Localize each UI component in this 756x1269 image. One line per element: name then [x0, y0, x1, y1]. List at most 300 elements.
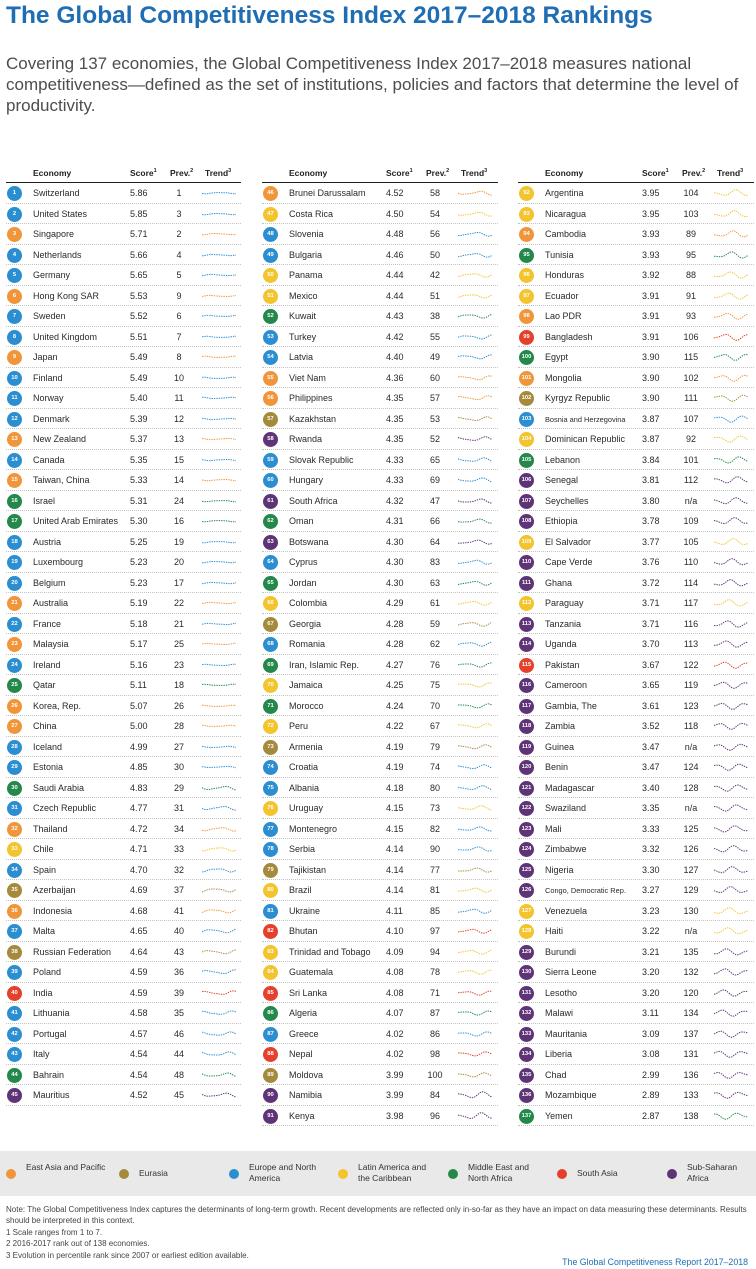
table-header [262, 165, 498, 182]
score-value: 3.35 [642, 803, 660, 813]
prev-rank: 102 [683, 372, 699, 383]
score-value: 4.09 [386, 946, 404, 957]
trend-sparkline [458, 822, 494, 836]
trend-sparkline [458, 309, 494, 323]
prev-rank: 21 [173, 618, 184, 629]
table-row [518, 511, 754, 532]
score-value: 5.23 [130, 557, 148, 567]
table-row [518, 921, 754, 942]
score-value: 3.33 [642, 823, 660, 834]
economy-name: Bhutan [289, 926, 318, 936]
table-row [6, 511, 241, 532]
page-title: The Global Competitiveness Index 2017–2018 Rankings [6, 2, 653, 29]
prev-rank: 26 [173, 700, 184, 711]
economy-name: Botswana [289, 536, 329, 547]
prev-rank: 78 [429, 967, 440, 977]
table-row [262, 860, 498, 881]
rank-badge: 24 [7, 658, 22, 673]
rank-badge: 46 [263, 186, 278, 201]
economy-name: India [33, 987, 53, 998]
rank-badge: 91 [263, 1109, 278, 1124]
table-row [262, 962, 498, 983]
table-row [518, 634, 754, 655]
rank-badge: 15 [7, 473, 22, 488]
legend-swatch [557, 1169, 567, 1179]
score-value: 4.30 [386, 577, 404, 588]
rank-badge: 12 [7, 412, 22, 427]
economy-name: Japan [33, 352, 58, 362]
prev-rank: 96 [429, 1110, 440, 1121]
rank-badge: 7 [7, 309, 22, 324]
header-score-label: Score [130, 168, 154, 178]
score-value: 3.78 [642, 516, 660, 526]
score-value: 2.99 [642, 1069, 660, 1080]
trend-sparkline [458, 842, 494, 856]
header-prev-label: Prev. [170, 168, 191, 178]
rank-badge: 60 [263, 473, 278, 488]
prev-rank: 89 [685, 229, 696, 239]
rank-badge: 67 [263, 617, 278, 632]
rank-badge: 98 [519, 309, 534, 324]
economy-name: Thailand [33, 823, 68, 834]
rankings-column-3 [518, 165, 754, 1126]
score-value: 4.35 [386, 393, 404, 403]
economy-name: Bulgaria [289, 249, 323, 260]
rank-badge: 23 [7, 637, 22, 652]
trend-sparkline [202, 289, 238, 303]
rank-badge: 75 [263, 781, 278, 796]
prev-rank: 5 [176, 270, 182, 280]
trend-sparkline [458, 576, 494, 590]
table-row [262, 347, 498, 368]
trend-sparkline [202, 637, 238, 651]
table-row [6, 409, 241, 430]
score-value: 4.57 [130, 1028, 148, 1039]
prev-rank: 65 [429, 454, 440, 465]
trend-sparkline [202, 986, 238, 1000]
score-value: 3.95 [642, 188, 660, 198]
economy-name: Pakistan [545, 659, 580, 670]
economy-name: Georgia [289, 618, 322, 629]
score-value: 5.31 [130, 495, 148, 506]
rank-badge: 68 [263, 637, 278, 652]
prev-rank: 87 [429, 1008, 440, 1018]
trend-sparkline [202, 658, 238, 672]
trend-sparkline [458, 453, 494, 467]
trend-sparkline [202, 965, 238, 979]
score-value: 4.15 [386, 823, 404, 834]
prev-rank: 74 [429, 762, 440, 772]
table-row [518, 306, 754, 327]
table-row [262, 183, 498, 204]
table-row [518, 450, 754, 471]
rank-badge: 25 [7, 678, 22, 693]
table-row [6, 614, 241, 635]
economy-name: Brazil [289, 885, 312, 895]
economy-name: Latvia [289, 352, 314, 362]
table-row [518, 245, 754, 266]
rank-badge: 56 [263, 391, 278, 406]
prev-rank: 60 [429, 372, 440, 383]
rank-badge: 39 [7, 965, 22, 980]
score-value: 4.54 [130, 1069, 148, 1080]
prev-rank: 123 [683, 700, 699, 711]
prev-rank: 41 [173, 905, 184, 916]
economy-name: Brunei Darussalam [289, 188, 366, 198]
prev-rank: 33 [173, 844, 184, 854]
trend-sparkline [458, 945, 494, 959]
rank-badge: 59 [263, 453, 278, 468]
economy-name: Jamaica [289, 680, 323, 690]
economy-name: Bangladesh [545, 331, 593, 342]
rank-badge: 117 [519, 699, 534, 714]
table-row [518, 696, 754, 717]
economy-name: Rwanda [289, 434, 323, 444]
table-row [518, 839, 754, 860]
score-value: 5.19 [130, 598, 148, 608]
trend-sparkline [714, 473, 750, 487]
rank-badge: 14 [7, 453, 22, 468]
prev-rank: 98 [429, 1049, 440, 1059]
economy-name: Burundi [545, 946, 577, 957]
trend-sparkline [458, 699, 494, 713]
prev-rank: 70 [429, 700, 440, 711]
economy-name: United Kingdom [33, 331, 98, 342]
score-value: 4.54 [130, 1049, 148, 1059]
table-row [262, 757, 498, 778]
rank-badge: 129 [519, 945, 534, 960]
score-value: 4.59 [130, 967, 148, 977]
trend-sparkline [458, 1088, 494, 1102]
prev-rank: 66 [429, 516, 440, 526]
score-value: 3.95 [642, 208, 660, 219]
trend-sparkline [458, 965, 494, 979]
score-value: 3.27 [642, 885, 660, 895]
trend-sparkline [202, 883, 238, 897]
trend-sparkline [714, 924, 750, 938]
rank-badge: 8 [7, 330, 22, 345]
table-row [518, 388, 754, 409]
rank-badge: 108 [519, 514, 534, 529]
trend-sparkline [714, 289, 750, 303]
economy-name: Greece [289, 1028, 319, 1039]
table-row [6, 901, 241, 922]
rank-badge: 53 [263, 330, 278, 345]
rank-badge: 13 [7, 432, 22, 447]
legend-swatch [229, 1169, 239, 1179]
economy-name: Lesotho [545, 987, 578, 998]
header-prev [170, 168, 193, 178]
economy-name: Uruguay [289, 803, 324, 813]
prev-rank: 8 [176, 352, 182, 362]
trend-sparkline [202, 535, 238, 549]
economy-name: Indonesia [33, 905, 73, 916]
table-row [262, 327, 498, 348]
trend-sparkline [202, 473, 238, 487]
economy-name: Slovak Republic [289, 454, 354, 465]
prev-rank: 83 [429, 557, 440, 567]
prev-rank: 36 [173, 967, 184, 977]
score-value: 4.07 [386, 1008, 404, 1018]
score-value: 4.14 [386, 885, 404, 895]
table-row [262, 450, 498, 471]
score-value: 3.47 [642, 741, 660, 752]
rank-badge: 19 [7, 555, 22, 570]
rank-badge: 57 [263, 412, 278, 427]
rank-badge: 63 [263, 535, 278, 550]
trend-sparkline [714, 781, 750, 795]
prev-rank: 18 [173, 680, 184, 690]
economy-name: Seychelles [545, 495, 589, 506]
table-row [518, 655, 754, 676]
table-row [262, 1003, 498, 1024]
prev-rank: 7 [176, 331, 182, 342]
economy-name: Denmark [33, 413, 70, 424]
rank-badge: 77 [263, 822, 278, 837]
trend-sparkline [458, 248, 494, 262]
trend-sparkline [714, 391, 750, 405]
economy-name: El Salvador [545, 536, 592, 547]
economy-name: Venezuela [545, 905, 588, 916]
table-row [262, 532, 498, 553]
header-score [386, 168, 413, 178]
economy-name: Mongolia [545, 372, 582, 383]
score-value: 3.81 [642, 475, 660, 485]
rank-badge: 114 [519, 637, 534, 652]
prev-rank: 100 [427, 1069, 443, 1080]
score-value: 4.19 [386, 741, 404, 752]
table-row [6, 1024, 241, 1045]
table-row [6, 306, 241, 327]
trend-sparkline [458, 473, 494, 487]
score-value: 5.25 [130, 536, 148, 547]
prev-rank: 109 [683, 516, 699, 526]
trend-sparkline [714, 227, 750, 241]
trend-sparkline [714, 986, 750, 1000]
rank-badge: 38 [7, 945, 22, 960]
score-value: 3.90 [642, 372, 660, 383]
trend-sparkline [202, 1068, 238, 1082]
table-row [518, 1044, 754, 1065]
score-value: 4.35 [386, 413, 404, 424]
trend-sparkline [202, 1006, 238, 1020]
rank-badge: 115 [519, 658, 534, 673]
score-value: 4.64 [130, 946, 148, 957]
rank-badge: 94 [519, 227, 534, 242]
prev-rank: 124 [683, 762, 699, 772]
trend-sparkline [202, 412, 238, 426]
rank-badge: 76 [263, 801, 278, 816]
prev-rank: 14 [173, 475, 184, 485]
prev-rank: 4 [176, 249, 182, 260]
economy-name: Germany [33, 270, 71, 280]
score-value: 5.49 [130, 352, 148, 362]
trend-sparkline [202, 719, 238, 733]
rank-badge: 78 [263, 842, 278, 857]
trend-sparkline [714, 330, 750, 344]
score-value: 4.44 [386, 270, 404, 280]
rank-badge: 36 [7, 904, 22, 919]
legend-swatch [119, 1169, 129, 1179]
table-row [262, 1106, 498, 1127]
score-value: 4.42 [386, 331, 404, 342]
score-value: 3.65 [642, 680, 660, 690]
score-value: 4.83 [130, 782, 148, 793]
economy-name: Ireland [33, 659, 61, 670]
table-row [6, 675, 241, 696]
table-row [6, 491, 241, 512]
rank-badge: 100 [519, 350, 534, 365]
rank-badge: 37 [7, 924, 22, 939]
economy-name: Serbia [289, 844, 316, 854]
rank-badge: 90 [263, 1088, 278, 1103]
table-row [518, 532, 754, 553]
economy-name: Zimbabwe [545, 844, 587, 854]
trend-sparkline [458, 801, 494, 815]
economy-name: Philippines [289, 393, 333, 403]
rank-badge: 82 [263, 924, 278, 939]
prev-rank: 128 [683, 782, 699, 793]
economy-name: Chad [545, 1069, 567, 1080]
prev-rank: 39 [173, 987, 184, 998]
score-value: 5.18 [130, 618, 148, 629]
score-value: 4.19 [386, 762, 404, 772]
rank-badge: 122 [519, 801, 534, 816]
economy-name: Russian Federation [33, 946, 112, 957]
table-row [6, 634, 241, 655]
table-row [6, 552, 241, 573]
score-value: 3.11 [642, 1008, 659, 1018]
prev-rank: 106 [683, 331, 699, 342]
trend-sparkline [714, 555, 750, 569]
prev-rank: 91 [685, 290, 696, 301]
table-row [6, 286, 241, 307]
prev-rank: 114 [683, 577, 699, 588]
economy-name: Nicaragua [545, 208, 587, 219]
trend-sparkline [202, 822, 238, 836]
prev-rank: 104 [683, 188, 699, 198]
rank-badge: 133 [519, 1027, 534, 1042]
prev-rank: 58 [429, 188, 440, 198]
economy-name: Montenegro [289, 823, 338, 834]
table-row [6, 450, 241, 471]
table-row [262, 1065, 498, 1086]
score-value: 4.24 [386, 700, 404, 711]
trend-sparkline [714, 678, 750, 692]
trend-sparkline [202, 842, 238, 856]
prev-rank: 132 [683, 967, 699, 977]
economy-name: Lithuania [33, 1008, 70, 1018]
trend-sparkline [458, 268, 494, 282]
header-score-note: 1 [409, 168, 413, 175]
score-value: 5.07 [130, 700, 148, 711]
prev-rank: 97 [429, 926, 440, 936]
trend-sparkline [458, 186, 494, 200]
trend-sparkline [202, 576, 238, 590]
trend-sparkline [202, 1088, 238, 1102]
rank-badge: 20 [7, 576, 22, 591]
trend-sparkline [202, 268, 238, 282]
score-value: 4.02 [386, 1028, 404, 1039]
trend-sparkline [714, 514, 750, 528]
rank-badge: 2 [7, 207, 22, 222]
rank-badge: 112 [519, 596, 534, 611]
trend-sparkline [714, 207, 750, 221]
score-value: 4.25 [386, 680, 404, 690]
table-row [518, 757, 754, 778]
economy-name: Liberia [545, 1049, 573, 1059]
rank-badge: 102 [519, 391, 534, 406]
table-row [6, 265, 241, 286]
header-score-label: Score [386, 168, 410, 178]
economy-name: Kyrgyz Republic [545, 393, 611, 403]
economy-name: Czech Republic [33, 803, 97, 813]
economy-name: Sri Lanka [289, 987, 328, 998]
prev-rank: 95 [685, 249, 696, 260]
rank-badge: 118 [519, 719, 534, 734]
score-value: 5.52 [130, 311, 148, 321]
trend-sparkline [458, 863, 494, 877]
prev-rank: 82 [429, 823, 440, 834]
trend-sparkline [458, 1027, 494, 1041]
prev-rank: 28 [173, 721, 184, 731]
economy-name: Bahrain [33, 1069, 65, 1080]
rank-badge: 11 [7, 391, 22, 406]
score-value: 4.99 [130, 741, 148, 752]
prev-rank: 35 [173, 1008, 184, 1018]
trend-sparkline [714, 371, 750, 385]
score-value: 3.80 [642, 495, 660, 506]
rank-badge: 27 [7, 719, 22, 734]
prev-rank: 32 [173, 864, 184, 875]
table-row [262, 901, 498, 922]
rank-badge: 116 [519, 678, 534, 693]
economy-name: Switzerland [33, 188, 80, 198]
table-row [518, 737, 754, 758]
economy-name: Iceland [33, 741, 63, 752]
rank-badge: 107 [519, 494, 534, 509]
header-trend [717, 168, 743, 178]
trend-sparkline [202, 760, 238, 774]
score-value: 4.32 [386, 495, 404, 506]
prev-rank: 134 [683, 1008, 699, 1018]
header-trend [461, 168, 487, 178]
score-value: 4.43 [386, 311, 404, 321]
rank-badge: 35 [7, 883, 22, 898]
rank-badge: 43 [7, 1047, 22, 1062]
score-value: 3.30 [642, 864, 660, 875]
score-value: 4.29 [386, 598, 404, 608]
table-row [6, 942, 241, 963]
trend-sparkline [202, 904, 238, 918]
economy-name: France [33, 618, 62, 629]
trend-sparkline [458, 391, 494, 405]
table-row [6, 655, 241, 676]
table-row [6, 819, 241, 840]
score-value: 4.22 [386, 721, 404, 731]
prev-rank: 52 [429, 434, 440, 444]
rank-badge: 80 [263, 883, 278, 898]
trend-sparkline [714, 904, 750, 918]
prev-rank: 69 [429, 475, 440, 485]
table-row [518, 778, 754, 799]
prev-rank: 138 [683, 1110, 699, 1121]
prev-rank: 11 [174, 393, 184, 403]
prev-rank: 1 [176, 188, 182, 198]
trend-sparkline [458, 719, 494, 733]
table-row [262, 552, 498, 573]
rank-badge: 128 [519, 924, 534, 939]
